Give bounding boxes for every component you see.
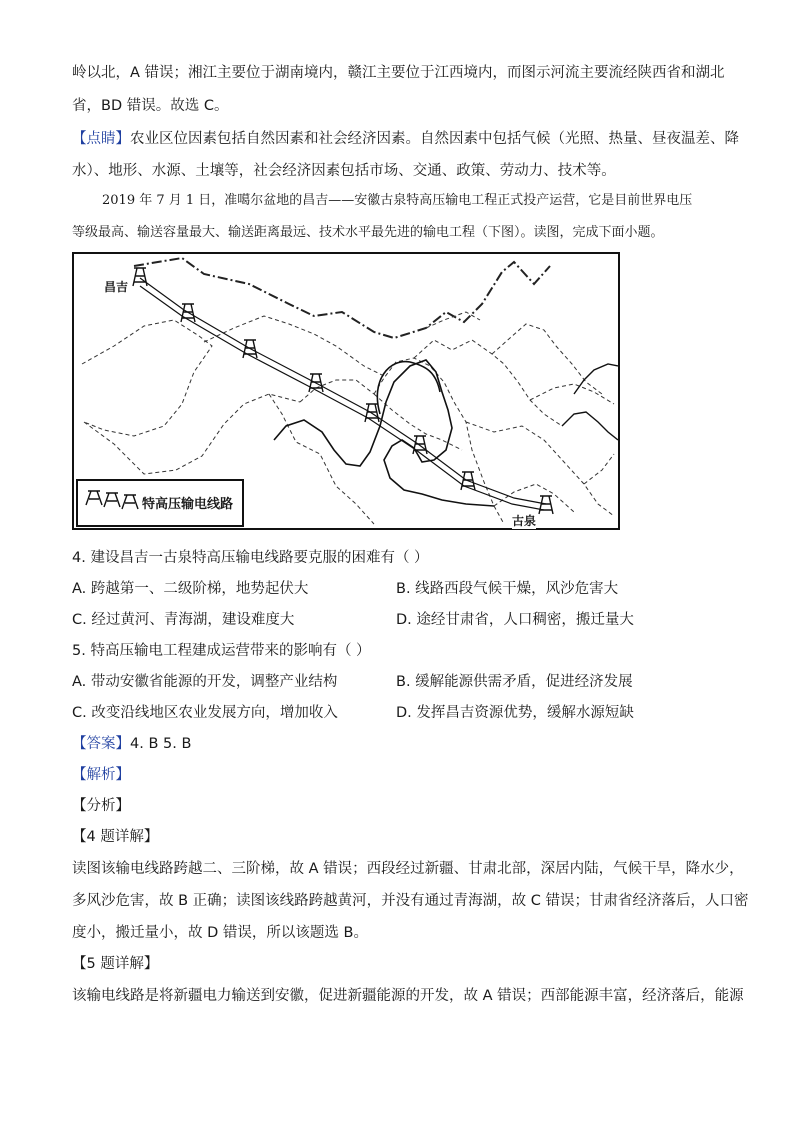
- q4-option-d: D. 途经甘肃省，人口稠密，搬迁量大: [396, 612, 634, 628]
- detail5-heading: 【5 题详解】: [72, 956, 159, 972]
- detail4-line3: 度小，搬迁量小，故 D 错误，所以该题选 B。: [72, 925, 368, 941]
- national-border: [134, 258, 550, 338]
- q4-stem: 4. 建设昌吉一古泉特高压输电线路要克服的困难有（ ）: [72, 550, 429, 566]
- para1-line1: 岭以北，A 错误；湘江主要位于湖南境内，赣江主要位于江西境内，而图示河流主要流经陕西省和湖北: [72, 65, 725, 81]
- dianjing-text1: 农业区位因素包括自然因素和社会经济因素。自然因素中包括气候（光照、热量、昼夜温差、降: [130, 131, 739, 147]
- q5-option-b: B. 缓解能源供需矛盾，促进经济发展: [396, 674, 633, 690]
- fenxi-heading: 【分析】: [72, 798, 130, 814]
- map-legend: [76, 479, 244, 527]
- jiexi-heading: 【解析】: [72, 767, 130, 783]
- tower-icon: [133, 268, 147, 286]
- detail5-line1: 该输电线路是将新疆电力输送到安徽，促进新疆能源的开发，故 A 错误；西部能源丰富，经济落后，能源: [72, 988, 744, 1004]
- q5-option-d: D. 发挥昌吉资源优势，缓解水源短缺: [396, 705, 634, 721]
- intro-line2: 等级最高、输送容量最大、输送距离最远、技术水平最先进的输电工程（下图）。读图，完成下面小题。: [72, 225, 664, 240]
- coastline: [562, 364, 618, 440]
- label-changji: 昌吉: [104, 280, 129, 294]
- q5-option-c: C. 改变沿线地区农业发展方向，增加收入: [72, 705, 338, 721]
- transmission-map: [72, 252, 620, 530]
- answer-tag: 【答案】: [72, 736, 130, 752]
- dianjing-tag: 【点睛】: [72, 131, 130, 147]
- dianjing-line2: 水）、地形、水源、土壤等，社会经济因素包括市场、交通、政策、劳动力、技术等。: [72, 163, 616, 179]
- intro-line1: 2019 年 7 月 1 日，准噶尔盆地的昌吉——安徽古泉特高压输电工程正式投产运营，它是目前世界电压: [102, 193, 693, 208]
- detail4-heading: 【4 题详解】: [72, 829, 159, 845]
- legend-tower-icon: [82, 485, 142, 525]
- legend-label: 特高压输电线路: [142, 497, 234, 512]
- q4-option-a: A. 跨越第一、二级阶梯，地势起伏大: [72, 581, 309, 597]
- dianjing-line1: [72, 128, 739, 150]
- tower-icon: [539, 496, 553, 514]
- q5-option-a: A. 带动安徽省能源的开发，调整产业结构: [72, 674, 338, 690]
- answer-line: [72, 733, 191, 755]
- tower-icons: [133, 268, 553, 514]
- q5-stem: 5. 特高压输电工程建成运营带来的影响有（ ）: [72, 643, 371, 659]
- yellow-river-bend: [377, 362, 440, 414]
- label-guquan: 古泉: [512, 514, 537, 528]
- detail4-line1: 读图该输电线路跨越二、三阶梯，故 A 错误；西段经过新疆、甘肃北部，深居内陆，气候干旱，降水少，: [72, 861, 744, 877]
- detail4-line2: 多风沙危害，故 B 正确；读图该线路跨越黄河，并没有通过青海湖，故 C 错误；甘肃省经济落后，人口密: [72, 893, 749, 909]
- q4-option-b: B. 线路西段气候干燥，风沙危害大: [396, 581, 619, 597]
- q4-option-c: C. 经过黄河、青海湖，建设难度大: [72, 612, 295, 628]
- answer-text: 4. B 5. B: [130, 736, 192, 752]
- para1-line2: 省，BD 错误。故选 C。: [72, 98, 229, 114]
